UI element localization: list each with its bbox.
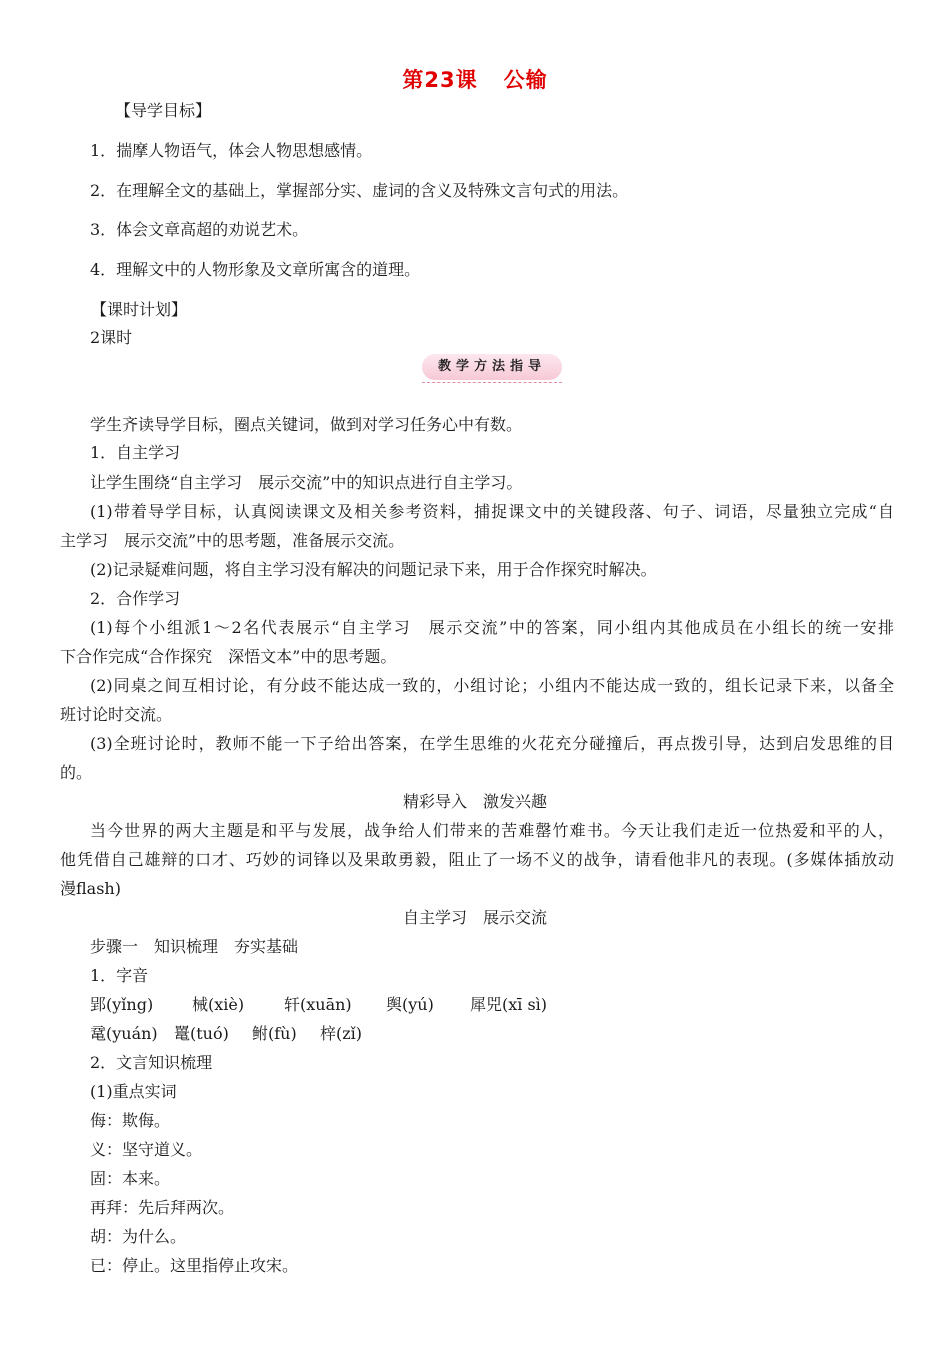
pronunciation-item: 鼍(tuó) (174, 1024, 229, 1043)
intro-line-2: 他凭借自己雄辩的口才、巧妙的词锋以及果敢勇毅，阻止了一场不义的战争，请看他非凡的表现。(多媒体插放动 (60, 850, 894, 869)
key-word-item: 侮：欺侮。 (90, 1111, 171, 1130)
key-word-item: 固：本来。 (90, 1169, 171, 1188)
cooperative-point-3-line-2: 的。 (60, 763, 93, 782)
intro-section-heading: 精彩导入 激发兴趣 (402, 792, 547, 811)
goals-heading: 【导学目标】 (115, 101, 212, 120)
pronunciation-item: 郢(yǐng) (90, 995, 154, 1014)
self-study-point-2: (2)记录疑难问题，将自主学习没有解决的问题记录下来，用于合作探究时解决。 (90, 560, 657, 579)
self-study-title: 1．自主学习 (90, 443, 181, 462)
pronunciation-item: 轩(xuān) (284, 995, 352, 1014)
cooperative-point-1-line-2: 下合作完成“合作探究 深悟文本”中的思考题。 (60, 647, 397, 666)
intro-line-3: 漫flash) (60, 879, 121, 898)
self-study-point-1-line-2: 主学习 展示交流”中的思考题，准备展示交流。 (60, 531, 405, 550)
self-study-section-heading: 自主学习 展示交流 (402, 908, 547, 927)
key-word-item: 再拜：先后拜两次。 (90, 1198, 235, 1217)
section-banner: 教学方法指导 (437, 359, 546, 374)
self-study-point-1-line-1: (1)带着导学目标，认真阅读课文及相关参考资料，捕捉课文中的关键段落、句子、词语，尽量独立完成“自 (90, 502, 894, 521)
pronunciation-item: 舆(yú) (386, 995, 434, 1014)
lesson-number: 第23课 (402, 68, 478, 92)
pronunciation-item: 梓(zǐ) (320, 1024, 363, 1043)
key-words-title: (1)重点实词 (90, 1082, 177, 1101)
plan-heading: 【课时计划】 (91, 300, 188, 319)
pronunciation-item: 犀兕(xī sì) (470, 995, 548, 1014)
pronunciation-item: 鼋(yuán) (90, 1024, 158, 1043)
key-word-item: 义：坚守道义。 (90, 1140, 203, 1159)
pronunciation-item: 鲋(fù) (252, 1024, 297, 1043)
banner-underline (422, 382, 562, 383)
self-study-text: 让学生围绕“自主学习 展示交流”中的知识点进行自主学习。 (90, 473, 523, 492)
goal-item-1: 1．揣摩人物语气，体会人物思想感情。 (90, 141, 373, 160)
method-intro: 学生齐读导学目标，圈点关键词，做到对学习任务心中有数。 (90, 415, 523, 434)
cooperative-title: 2．合作学习 (90, 589, 181, 608)
plan-value: 2课时 (90, 328, 133, 347)
key-word-item: 胡：为什么。 (90, 1227, 187, 1246)
page-title (0, 66, 950, 94)
classical-knowledge-title: 2．文言知识梳理 (90, 1053, 213, 1072)
lesson-name: 公输 (503, 68, 548, 92)
goal-item-3: 3．体会文章高超的劝说艺术。 (90, 220, 309, 239)
step-one-title: 步骤一 知识梳理 夯实基础 (90, 937, 299, 956)
pronunciation-item: 械(xiè) (192, 995, 245, 1014)
cooperative-point-2-line-2: 班讨论时交流。 (60, 705, 173, 724)
goal-item-4: 4．理解文中的人物形象及文章所寓含的道理。 (90, 260, 421, 279)
pronunciation-title: 1．字音 (90, 966, 149, 985)
intro-line-1: 当今世界的两大主题是和平与发展，战争给人们带来的苦难罄竹难书。今天让我们走近一位热爱和平的人， (90, 821, 894, 840)
cooperative-point-3-line-1: (3)全班讨论时，教师不能一下子给出答案，在学生思维的火花充分碰撞后，再点拨引导，达到启发思维的目 (90, 734, 894, 753)
key-word-item: 已：停止。这里指停止攻宋。 (90, 1256, 299, 1275)
cooperative-point-1-line-1: (1)每个小组派1～2名代表展示“自主学习 展示交流”中的答案，同小组内其他成员在小组长的统一安排 (90, 618, 894, 637)
goal-item-2: 2．在理解全文的基础上，掌握部分实、虚词的含义及特殊文言句式的用法。 (90, 181, 629, 200)
cooperative-point-2-line-1: (2)同桌之间互相讨论，有分歧不能达成一致的，小组讨论；小组内不能达成一致的，组长记录下来，以备全 (90, 676, 894, 695)
